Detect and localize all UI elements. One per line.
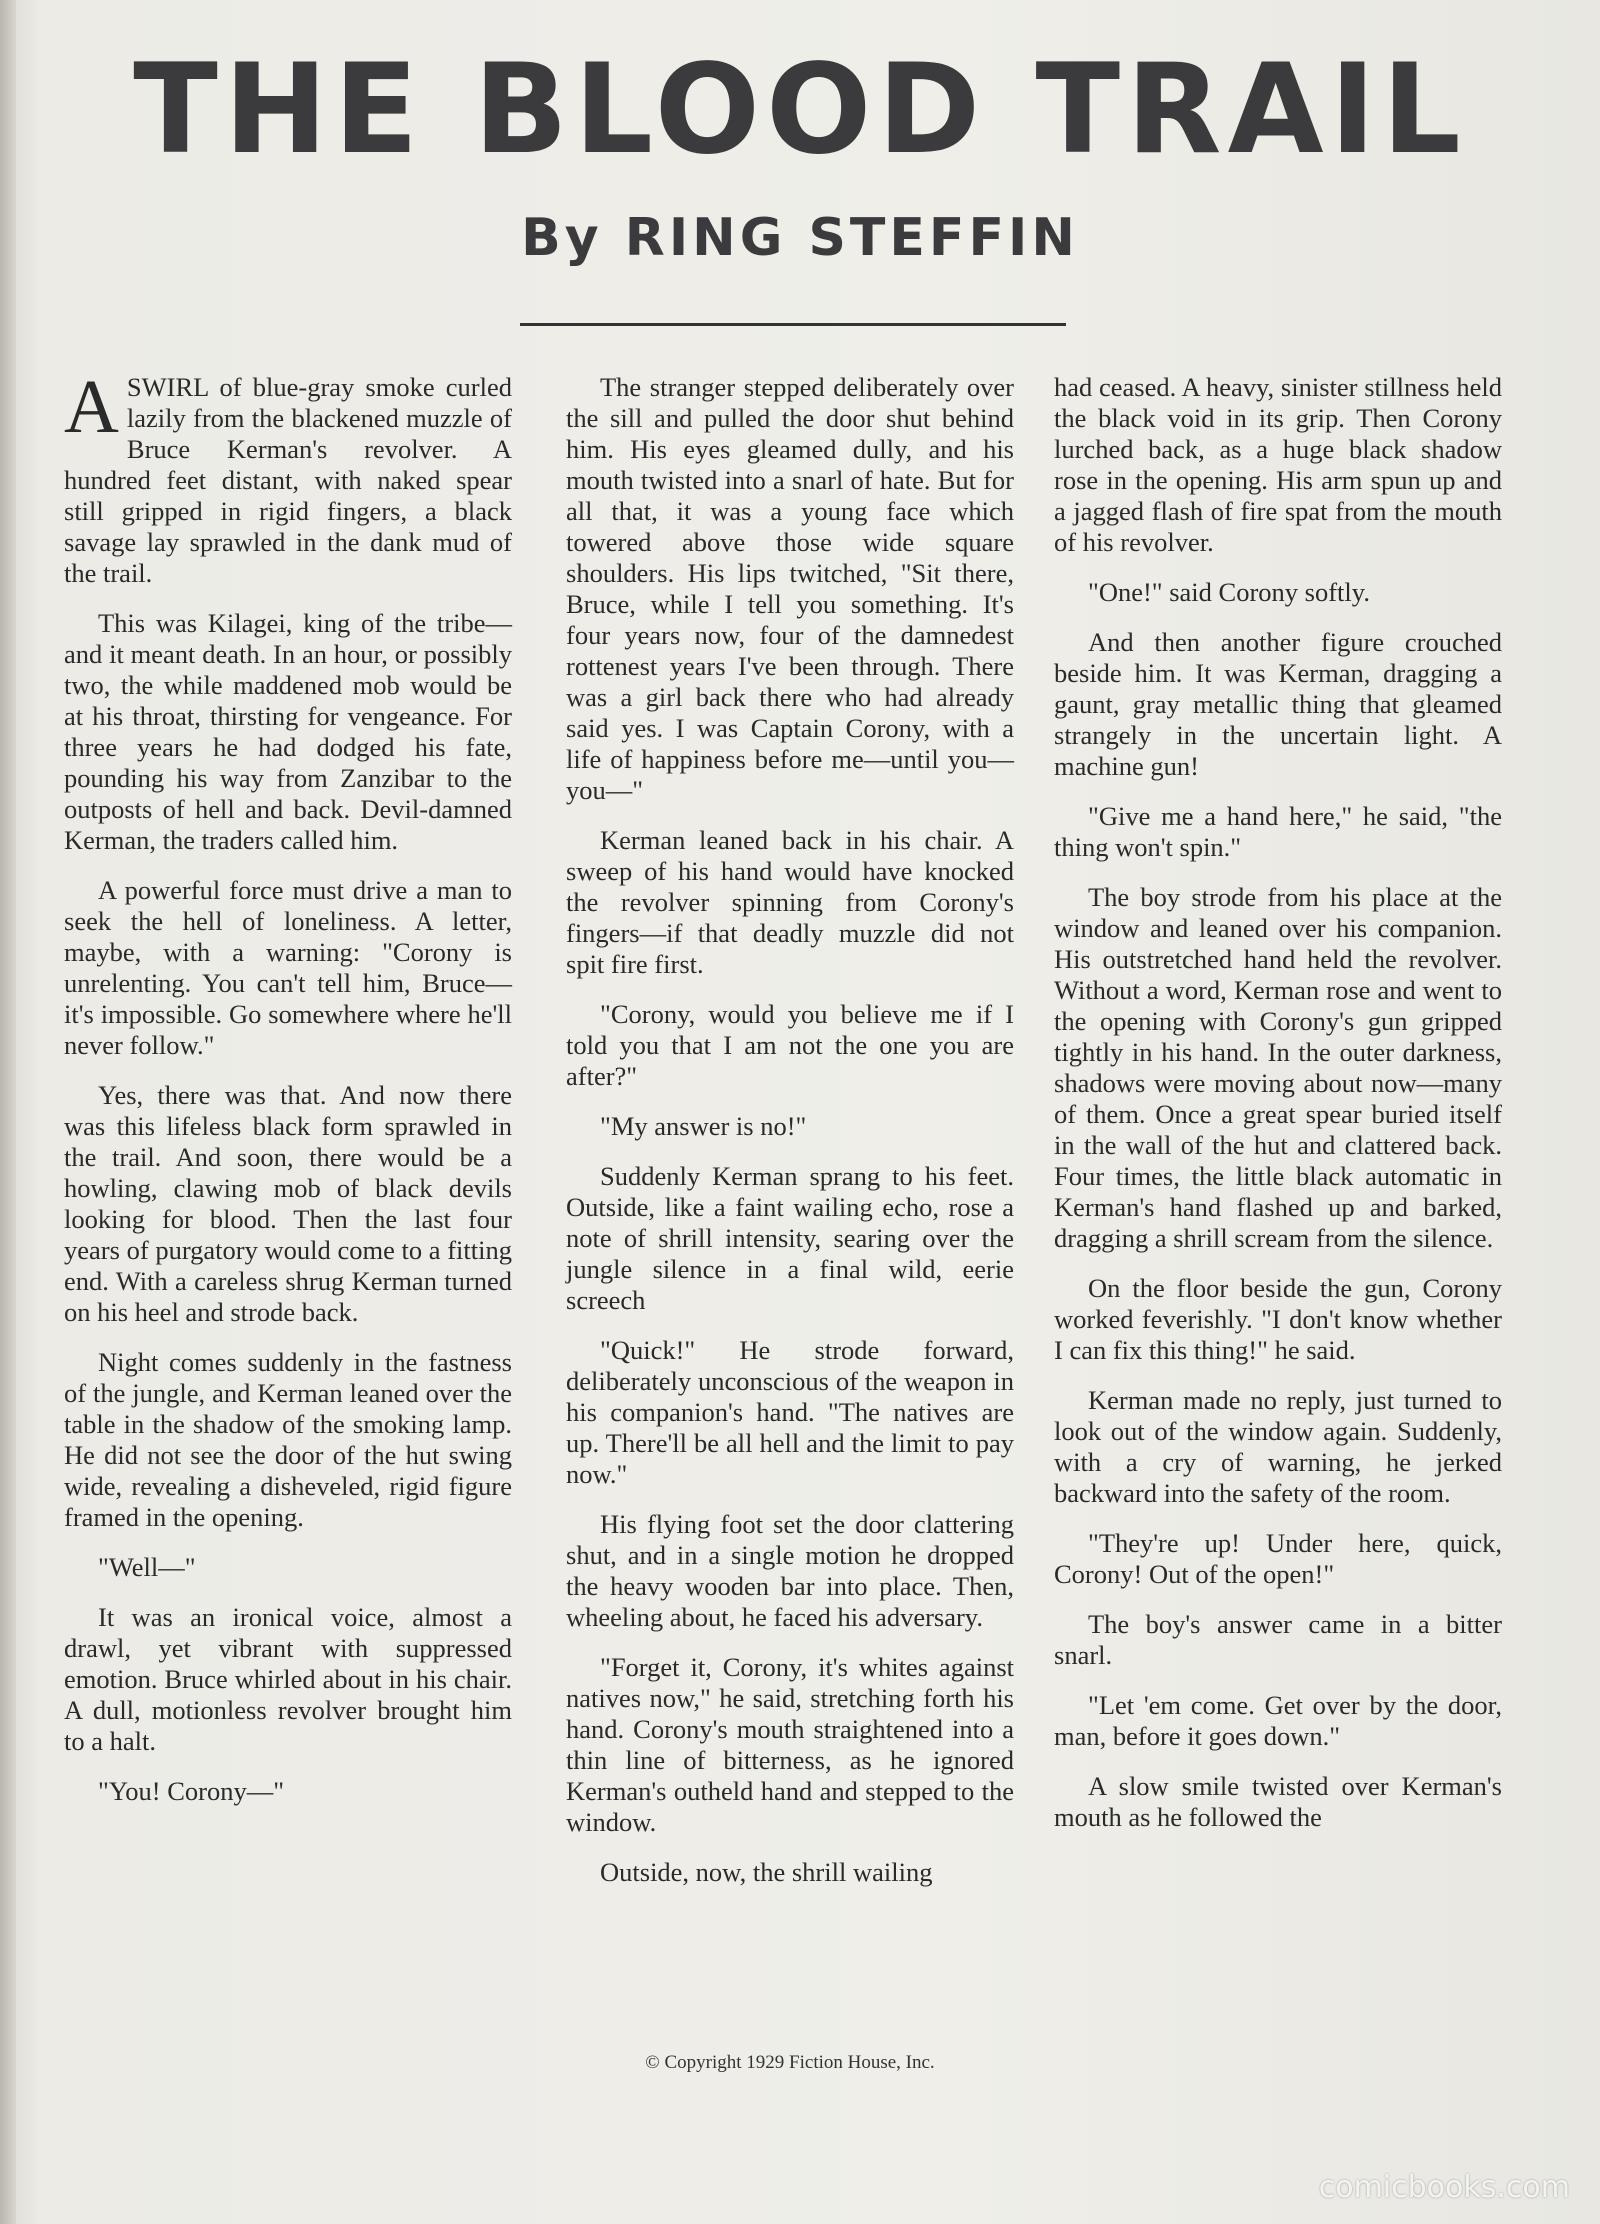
paragraph: The boy strode from his place at the window and leaned over his companion. His outstretched hand held the revolver. Without a word, Kerman rose and went to the opening with Corony's gun gripped tightly in his hand. In the outer darkness, shadows were moving about now—many of them. Once a great spear buried itself in the wall of the hut and clattered back. Four times, the little black automatic in Kerman's hand flashed up and barked, dragging a shrill scream from the silence.	[1054, 882, 1502, 1253]
paragraph: Outside, now, the shrill wailing	[600, 1857, 933, 1887]
page-binding-edge	[0, 0, 16, 2224]
title-divider	[520, 323, 1066, 326]
site-watermark: comicbooks.com	[1318, 2170, 1570, 2205]
paragraph: A slow smile twisted over Kerman's mouth as he followed the	[1054, 1771, 1502, 1832]
paragraph: A SWIRL of blue-gray smoke curled lazily from the blackened muzzle of Bruce Kerman's revolver. A hundred feet distant, with naked spear still gripped in rigid fingers, a black savage lay sprawled in the dank mud of the trail.	[64, 365, 512, 588]
paragraph: "You! Corony—"	[98, 1776, 285, 1806]
paragraph: This was Kilagei, king of the tribe—and it meant death. In an hour, or possibly two, the while maddened mob would be at his throat, thirsting for vengeance. For three years he had dodged his fate, pounding his way from Zanzibar to the outposts of hell and back. Devil-damned Kerman, the traders called him.	[64, 608, 512, 855]
paragraph: "Well—"	[98, 1552, 196, 1582]
story-byline: By RING STEFFIN	[521, 208, 1079, 268]
paragraph: Suddenly Kerman sprang to his feet. Outside, like a faint wailing echo, rose a note of shrill intensity, searing over the jungle silence in a final wild, eerie screech	[566, 1161, 1014, 1315]
text-column-1	[64, 365, 512, 1826]
paragraph: Night comes suddenly in the fastness of the jungle, and Kerman leaned over the table in the shadow of the smoking lamp. He did not see the door of the hut swing wide, revealing a disheveled, rigid figure framed in the opening.	[64, 1347, 512, 1532]
text-column-3	[1054, 372, 1502, 1852]
paragraph: It was an ironical voice, almost a drawl, yet vibrant with suppressed emotion. Bruce whirled about in his chair. A dull, motionless revolver brought him to a halt.	[64, 1602, 512, 1756]
paragraph: "They're up! Under here, quick, Corony! Out of the open!"	[1054, 1528, 1502, 1589]
paragraph: "Corony, would you believe me if I told you that I am not the one you are after?"	[566, 999, 1014, 1091]
paragraph: "Let 'em come. Get over by the door, man, before it goes down."	[1054, 1690, 1502, 1751]
text-column-2	[566, 372, 1014, 1907]
paragraph: Yes, there was that. And now there was this lifeless black form sprawled in the trail. And soon, there would be a howling, clawing mob of black devils looking for blood. Then the last four years of purgatory would come to a fitting end. With a careless shrug Kerman turned on his heel and strode back.	[64, 1080, 512, 1327]
paragraph: Kerman made no reply, just turned to look out of the window again. Suddenly, with a cry of warning, he jerked backward into the safety of the room.	[1054, 1385, 1502, 1508]
paragraph: "One!" said Corony softly.	[1088, 577, 1370, 607]
paragraph: "My answer is no!"	[600, 1111, 807, 1141]
copyright-notice: © Copyright 1929 Fiction House, Inc.	[645, 2052, 935, 2073]
paragraph: And then another figure crouched beside him. It was Kerman, dragging a gaunt, gray metallic thing that gleamed strangely in the uncertain light. A machine gun!	[1054, 627, 1502, 781]
paragraph: Kerman leaned back in his chair. A sweep of his hand would have knocked the revolver spinning from Corony's fingers—if that deadly muzzle did not spit fire first.	[566, 825, 1014, 979]
paragraph: "Forget it, Corony, it's whites against natives now," he said, stretching forth his hand. Corony's mouth straightened into a thin line of bitterness, as he ignored Kerman's outheld hand and stepped to the window.	[566, 1652, 1014, 1837]
paragraph: "Quick!" He strode forward, deliberately unconscious of the weapon in his companion's hand. "The natives are up. There'll be all hell and the limit to pay now."	[566, 1335, 1014, 1489]
paragraph: The boy's answer came in a bitter snarl.	[1054, 1609, 1502, 1670]
paragraph: had ceased. A heavy, sinister stillness held the black void in its grip. Then Corony lurched back, as a huge black shadow rose in the opening. His arm spun up and a jagged flash of fire spat from the mouth of his revolver.	[1054, 372, 1502, 557]
paragraph: His flying foot set the door clattering shut, and in a single motion he dropped the heavy wooden bar into place. Then, wheeling about, he faced his adversary.	[566, 1509, 1014, 1632]
paragraph: The stranger stepped deliberately over the sill and pulled the door shut behind him. His eyes gleamed dully, and his mouth twisted into a snarl of hate. But for all that, it was a young face which towered above those wide square shoulders. His lips twitched, "Sit there, Bruce, while I tell you something. It's four years now, four of the damnedest rottenest years I've been through. There was a girl back there who had already said yes. I was Captain Corony, with a life of happiness before me—until you—you—"	[566, 372, 1014, 805]
paragraph: "Give me a hand here," he said, "the thing won't spin."	[1054, 801, 1502, 862]
drop-cap: A	[64, 365, 119, 449]
story-title: THE BLOOD TRAIL	[133, 38, 1467, 182]
paragraph: A powerful force must drive a man to seek the hell of loneliness. A letter, maybe, with a warning: "Corony is unrelenting. You can't tell him, Bruce—it's impossible. Go somewhere where he'll never follow."	[64, 875, 512, 1060]
paragraph: On the floor beside the gun, Corony worked feverishly. "I don't know whether I can fix this thing!" he said.	[1054, 1273, 1502, 1365]
